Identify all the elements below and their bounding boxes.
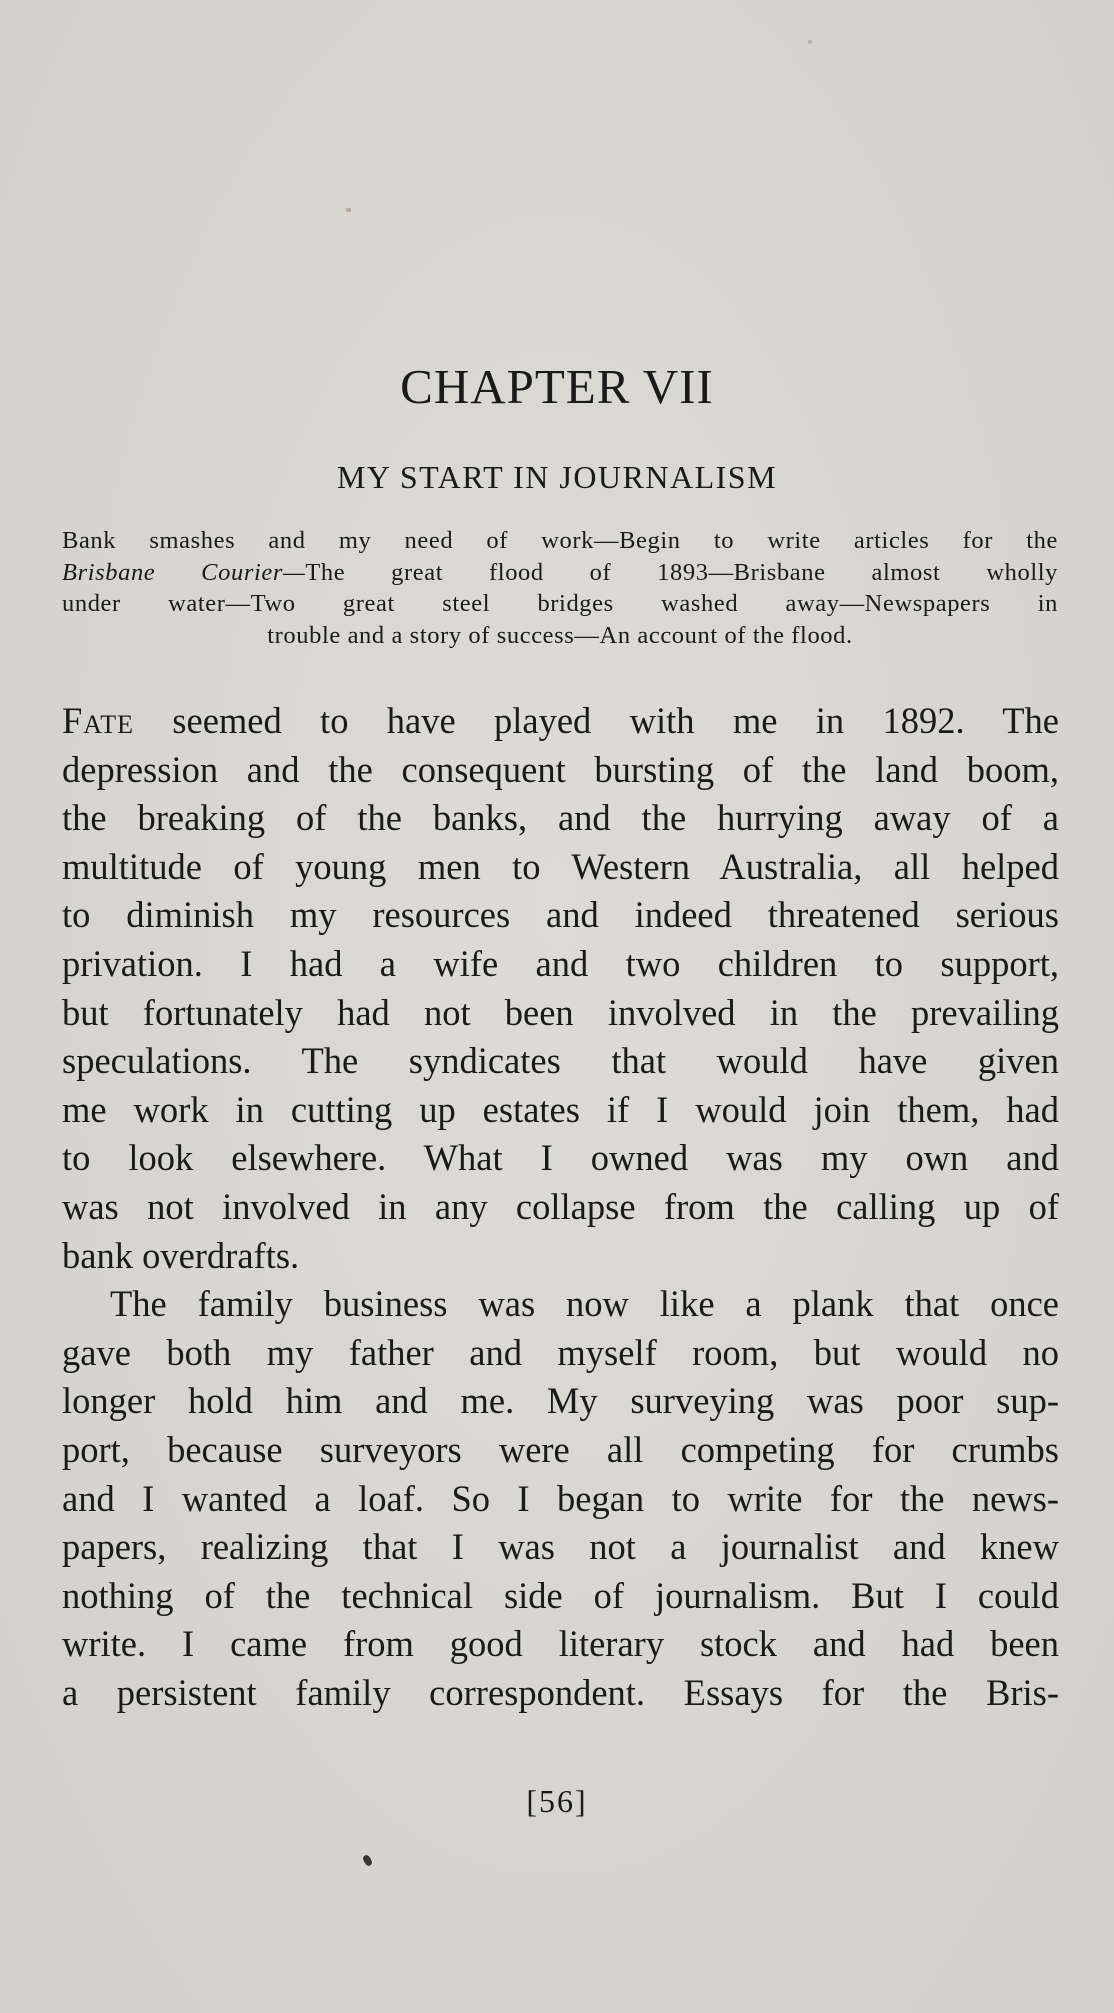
body-line: to look elsewhere. What I owned was my own and [62,1137,1059,1179]
body-line: but fortunately had not been involved in the prevailing [62,991,1059,1033]
paper-speck [346,208,351,212]
body-line: write. I came from good literary stock and had been [62,1623,1059,1665]
body-line: to diminish my resources and indeed threatened serious [62,894,1059,936]
body-line: privation. I had a wife and two children to support, [62,942,1059,984]
body-line: Fate seemed to have played with me in 1892. The [62,700,1059,741]
chapter-title: CHAPTER VII [400,359,714,414]
opening-word: Fate [62,700,134,741]
body-line: depression and the consequent bursting of the land boom, [62,748,1059,790]
paper-speck [808,40,812,44]
page-number: [56] [526,1783,588,1819]
body-line: speculations. The syndicates that would have given [62,1040,1059,1082]
summary-line: Bank smashes and my need of work—Begin to write articles for the [62,527,1058,554]
body-line: me work in cutting up estates if I would join them, had [62,1088,1059,1130]
body-line: a persistent family correspondent. Essays for the Bris- [62,1671,1059,1713]
body-line: longer hold him and me. My surveying was poor sup- [62,1380,1059,1422]
summary-line: trouble and a story of success—An account of the flood. [267,621,853,649]
body-line: bank overdrafts. [62,1234,300,1276]
body-line: The family business was now like a plank that once [110,1283,1059,1325]
body-line: nothing of the technical side of journalism. But I could [62,1574,1059,1616]
body-line: multitude of young men to Western Australia, all helped [62,845,1059,887]
body-line: gave both my father and myself room, but would no [62,1331,1059,1373]
summary-line: Brisbane Courier—The great flood of 1893—Brisbane almost wholly [62,558,1058,586]
ink-speck [362,1854,374,1867]
chapter-summary [62,525,1058,651]
body-line: port, because surveyors were all competing for crumbs [62,1428,1059,1470]
summary-line: under water—Two great steel bridges washed away—Newspapers in [62,590,1058,617]
body-line: papers, realizing that I was not a journalist and knew [62,1526,1059,1568]
body-line: the breaking of the banks, and the hurrying away of a [62,797,1059,839]
body-line: was not involved in any collapse from the calling up of [62,1185,1059,1227]
summary-italic-title: Brisbane Courier— [62,558,306,586]
body-line: and I wanted a loaf. So I began to write for the news- [62,1477,1059,1519]
body-text [62,697,1059,1717]
chapter-subtitle: MY START IN JOURNALISM [336,459,778,495]
